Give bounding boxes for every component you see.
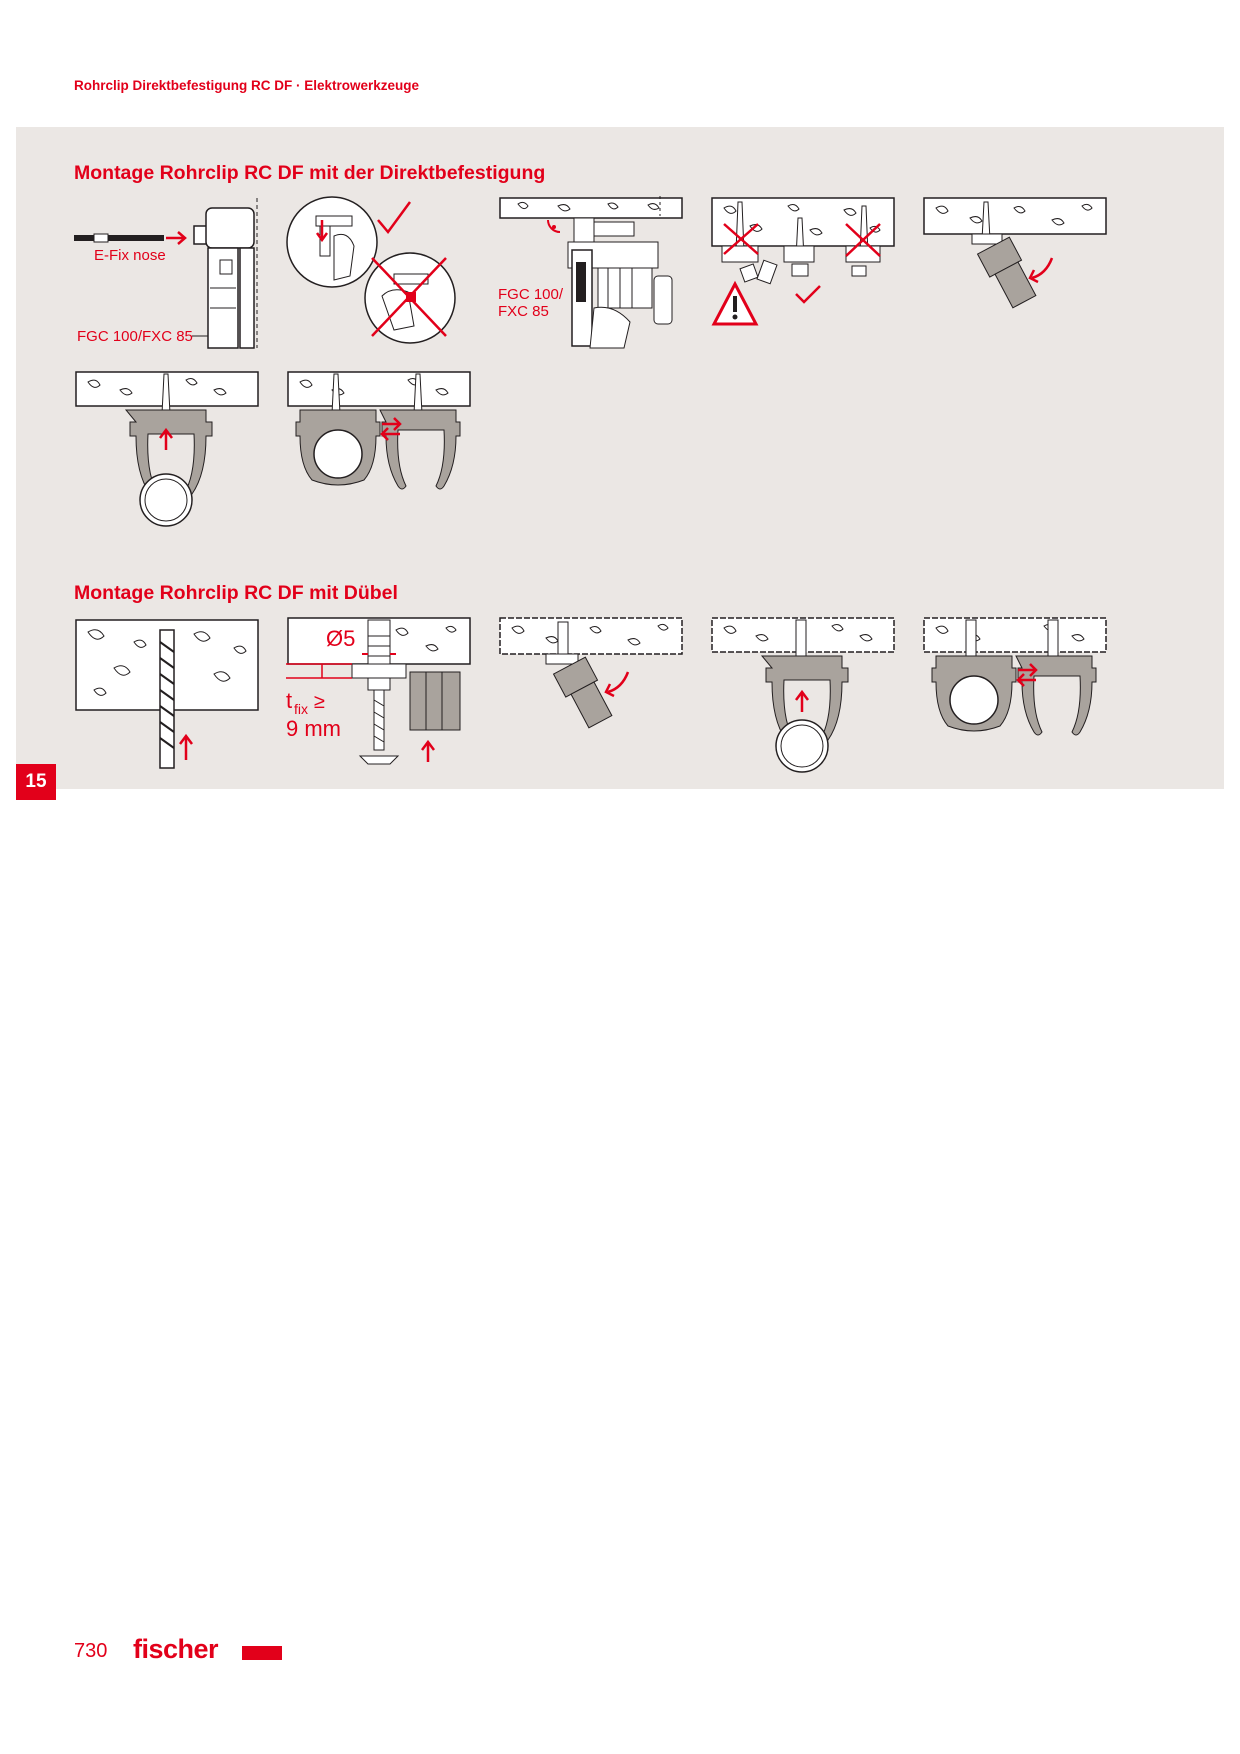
section-title-direct-fastening: Montage Rohrclip RC DF mit der Direktbefestigung (74, 162, 546, 184)
check-icon (796, 286, 820, 302)
figure-efix-nose (74, 198, 264, 350)
brand-logo-badge (242, 1646, 282, 1660)
label-tfix-value: 9 mm (286, 716, 341, 741)
label-diameter: Ø5 (326, 626, 356, 651)
check-icon (378, 202, 410, 232)
page-number: 730 (74, 1640, 108, 1662)
label-efix-nose: E-Fix nose (94, 247, 166, 264)
label-tfix-t: t (286, 688, 293, 713)
section-title-dowel: Montage Rohrclip RC DF mit Dübel (74, 582, 398, 604)
figure-grip-check (286, 196, 456, 346)
figure-clip-double (286, 370, 472, 490)
figure-clip-pivot (922, 196, 1112, 316)
running-header: Rohrclip Direktbefestigung RC DF · Elektrowerkzeuge (74, 78, 420, 93)
figure-drilling (74, 618, 264, 770)
label-fxc-85-text: FXC 85 (498, 303, 549, 320)
figure-dowel-dimensions (286, 616, 476, 770)
figure-nail-warning (710, 196, 900, 330)
label-tfix-sub: fix (294, 701, 308, 717)
figure-clip-double-dowel (922, 616, 1108, 736)
figure-clip-insert-pipe (74, 370, 260, 532)
warning-icon (714, 284, 756, 324)
chapter-tab: 15 (16, 764, 56, 800)
figure-tool-right-angle (498, 196, 688, 350)
figure-clip-insert-pipe-dowel (710, 616, 896, 776)
label-fgc-fxc: FGC 100/FXC 85 (77, 328, 193, 345)
figure-clip-pivot-dowel (498, 616, 688, 736)
brand-logo: fischer (133, 1634, 219, 1664)
label-tfix-ge: ≥ (314, 691, 325, 713)
label-fgc-100: FGC 100/ (498, 286, 564, 303)
